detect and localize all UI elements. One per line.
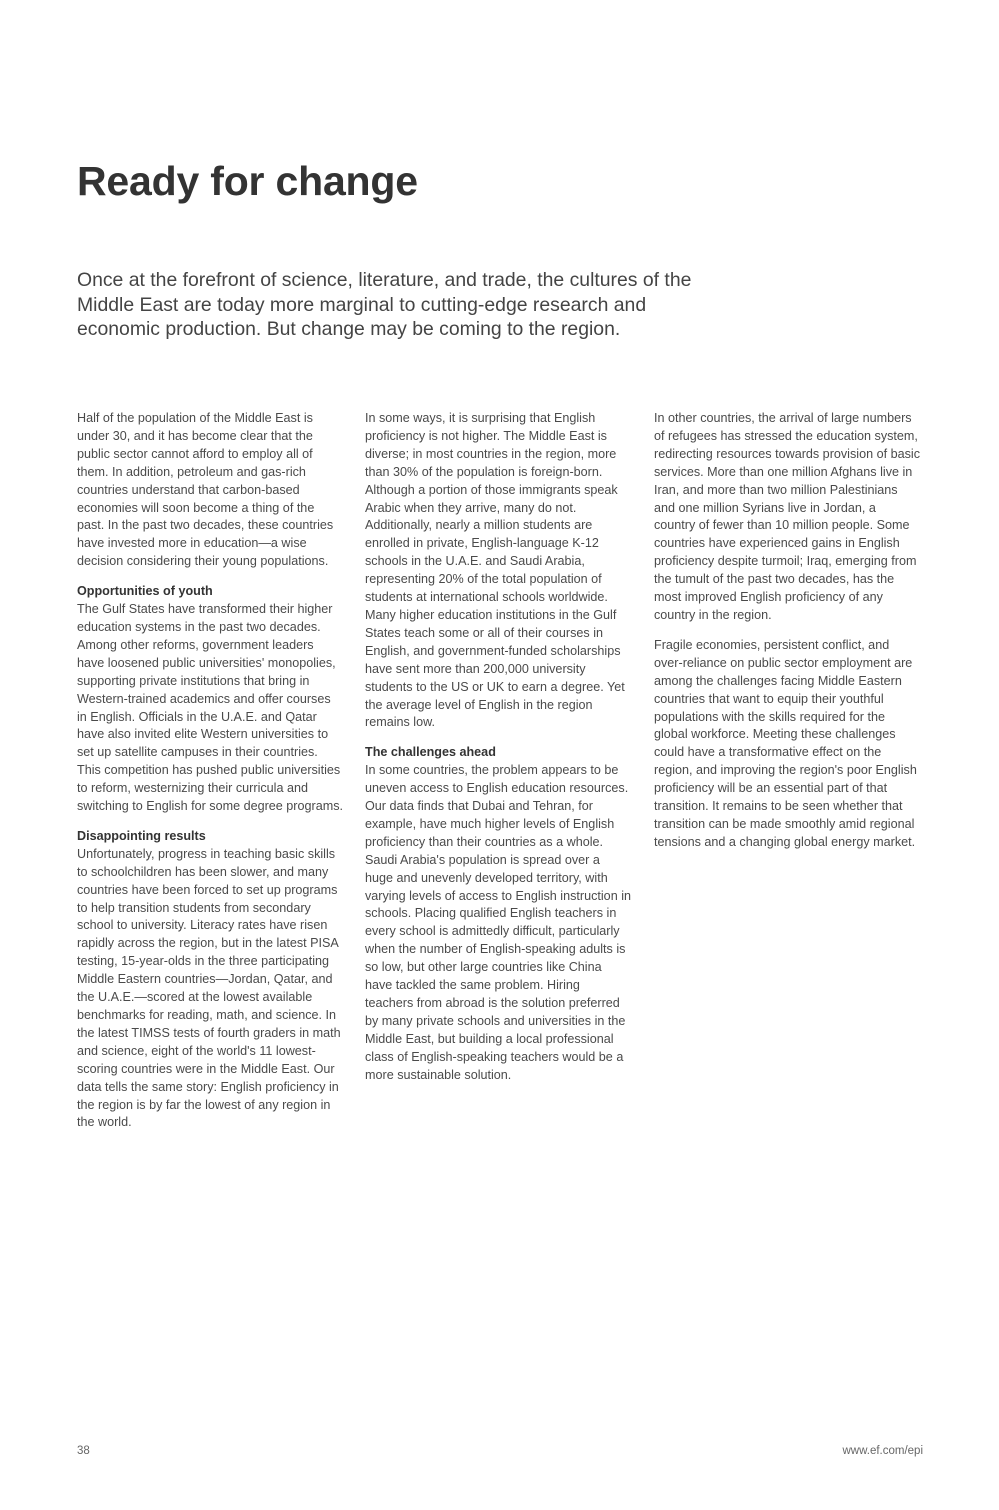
intro-paragraph: Half of the population of the Middle East is under 30, and it has become clear that the public sector cannot afford to employ all of them. In addition, petroleum and gas-rich countries understand that carbon-based economies will soon become a thing of the past. In the past two decades, these countries have invested more in education—a wise decision considering their young populations. <box>77 411 334 569</box>
column-1 <box>77 410 343 1132</box>
conclusion-paragraph: Fragile economies, persistent conflict, and over-reliance on public sector employment are among the challenges facing Middle Eastern countries that want to equip their youthful populations with the skills required for the global workforce. Meeting these challenges could have a transformative effect on the region, and improving the region's poor English proficiency will be an essential part of that transition. It remains to be seen whether that transition can be made smoothly amid regional tensions and a changing global energy market. <box>654 637 917 849</box>
footer-url: www.ef.com/epi <box>842 1445 923 1457</box>
page-title: Ready for change <box>77 158 418 204</box>
page-number: 38 <box>77 1445 90 1457</box>
column-3 <box>654 410 920 852</box>
heading-challenges-ahead: The challenges ahead <box>365 745 496 760</box>
results-paragraph: Unfortunately, progress in teaching basic skills to schoolchildren has been slower, and many countries have been forced to set up programs to help transition students from secondary school to university. Literacy rates have risen rapidly across the region, but in the latest PISA testing, 15-year-olds in the three participating Middle Eastern countries—Jordan, Qatar, and the U.A.E.—scored at the lowest available benchmarks for reading, math, and science. In the latest TIMSS tests of fourth graders in math and science, eight of the world's 11 lowest-scoring countries were in the Middle East. Our data tells the same story: English proficiency in the region is by far the lowest of any region in the world. <box>77 846 341 1130</box>
challenges-paragraph: In some countries, the problem appears to be uneven access to English education resources. Our data finds that Dubai and Tehran, for example, have much higher levels of English proficiency than their countries as a whole. Saudi Arabia's population is spread over a huge and unevenly developed territory, with varying levels of access to English instruction in schools. Placing qualified English teachers in every school is admittedly difficult, particularly when the number of English-speaking adults is so low, but other large countries like China have tackled the same problem. Hiring teachers from abroad is the solution preferred by many private schools and universities in the Middle East, but building a local professional class of English-speaking teachers would be a more sustainable solution. <box>365 763 631 1082</box>
refugees-paragraph: In other countries, the arrival of large numbers of refugees has stressed the education system, redirecting resources towards provision of basic services. More than one million Afghans live in Iran, and more than two million Palestinians and one million Syrians live in Jordan, a country of fewer than 10 million people. Some countries have experienced gains in English proficiency despite turmoil; Iraq, emerging from the tumult of the past two decades, has the most improved English proficiency of any country in the region. <box>654 411 920 622</box>
youth-paragraph: The Gulf States have transformed their higher education systems in the past two decades. Among other reforms, government leaders have loosened public universities' monopolies, supporting private institutions that bring in Western-trained academics and offer courses in English. Officials in the U.A.E. and Qatar have also invited elite Western universities to set up satellite campuses in their countries. This competition has pushed public universities to reform, westernizing their curricula and switching to English for some degree programs. <box>77 602 343 814</box>
proficiency-paragraph: In some ways, it is surprising that English proficiency is not higher. The Middle East is diverse; in most countries in the region, more than 30% of the population is foreign-born. Although a portion of those immigrants speak Arabic when they arrive, many do not. Additionally, nearly a million students are enrolled in private, English-language K-12 schools in the U.A.E. and Saudi Arabia, representing 20% of the total population of students at international schools worldwide. Many higher education institutions in the Gulf States teach some or all of their courses in English, and government-funded scholarships have sent more than 200,000 university students to the US or UK to earn a degree. Yet the average level of English in the region remains low. <box>365 411 625 730</box>
heading-opportunities-of-youth: Opportunities of youth <box>77 584 213 599</box>
heading-disappointing-results: Disappointing results <box>77 828 206 843</box>
column-2 <box>365 410 631 1085</box>
lead-paragraph: Once at the forefront of science, literature, and trade, the cultures of the Middle East are today more marginal to cutting-edge research and economic production. But change may be coming to the region. <box>77 269 692 340</box>
